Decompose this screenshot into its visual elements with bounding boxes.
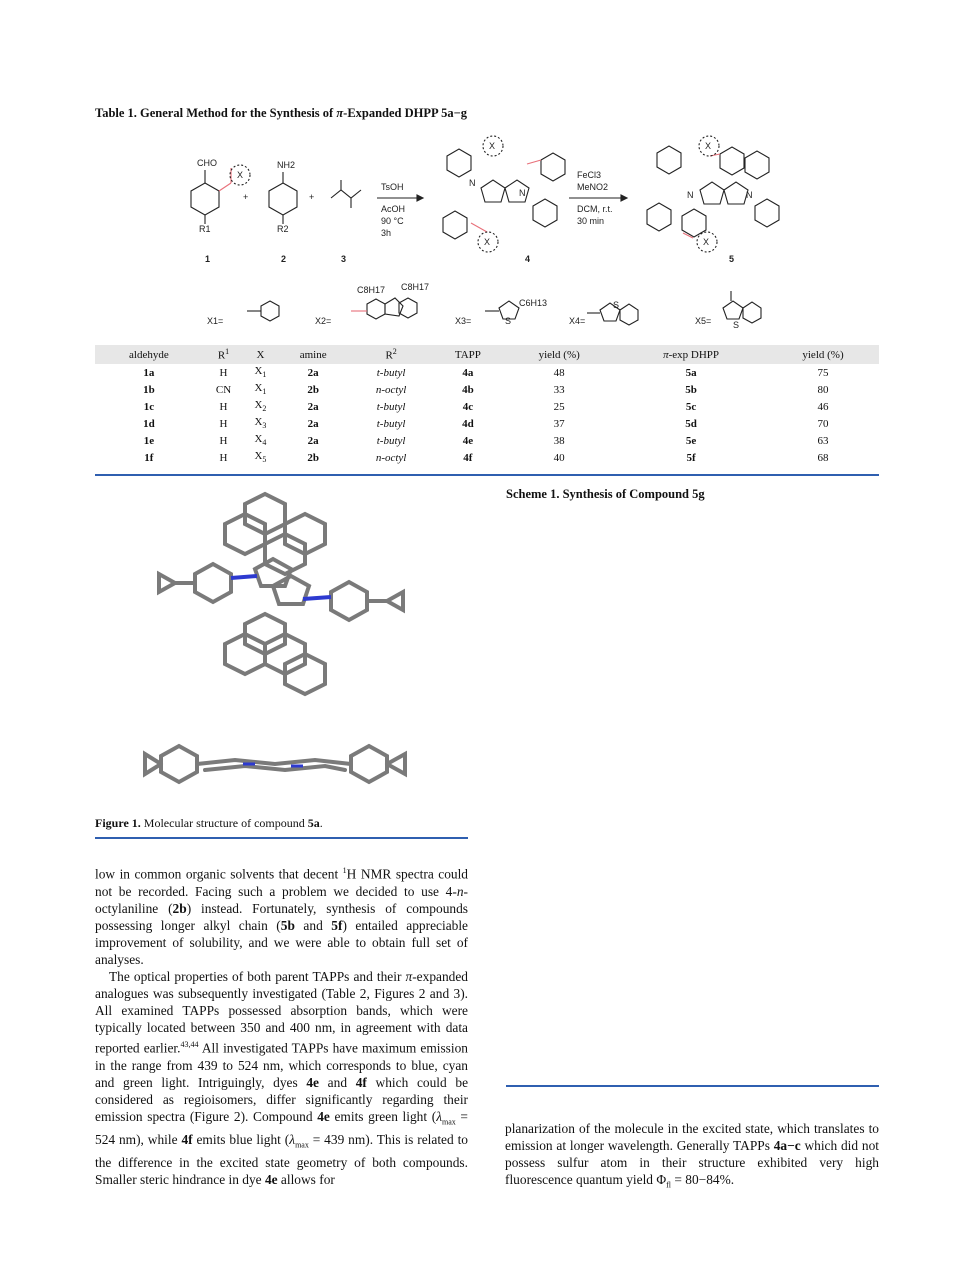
cell-amine: 2a bbox=[307, 434, 319, 447]
svg-text:R1: R1 bbox=[199, 224, 211, 234]
svg-text:S: S bbox=[733, 320, 740, 330]
cell-x: $X_1$ bbox=[254, 365, 267, 380]
col-r2: $R^2$ bbox=[350, 345, 433, 364]
cell-aldehyde: 1b bbox=[143, 383, 155, 396]
cell-dhpp: 5a bbox=[685, 366, 697, 379]
svg-text:X4=: X4= bbox=[569, 316, 586, 326]
table-row bbox=[95, 381, 879, 398]
svg-text:N: N bbox=[746, 190, 753, 200]
svg-text:X: X bbox=[489, 141, 496, 151]
svg-text:X: X bbox=[484, 237, 491, 247]
svg-text:MeNO2: MeNO2 bbox=[577, 182, 609, 192]
scheme-bottom-rule bbox=[506, 1085, 879, 1087]
cell-yield-tapp: 25 bbox=[553, 400, 565, 413]
cell-yield-tapp: 48 bbox=[553, 366, 565, 379]
col-dhpp: π-exp DHPP bbox=[615, 345, 767, 364]
col-amine: amine bbox=[277, 345, 350, 364]
svg-text:S: S bbox=[613, 300, 620, 310]
svg-text:S: S bbox=[505, 316, 512, 326]
cell-x: $X_1$ bbox=[254, 382, 267, 397]
svg-text:3h: 3h bbox=[381, 228, 392, 238]
col-tapp: TAPP bbox=[433, 345, 504, 364]
svg-text:C6H13: C6H13 bbox=[519, 298, 548, 308]
svg-text:X1=: X1= bbox=[207, 316, 224, 326]
table-row bbox=[95, 415, 879, 432]
svg-text:NH2: NH2 bbox=[277, 160, 296, 170]
svg-text:X2=: X2= bbox=[315, 316, 332, 326]
cell-yield-tapp: 38 bbox=[553, 434, 565, 447]
cell-yield-tapp: 40 bbox=[553, 451, 565, 464]
cell-yield-dhpp: 63 bbox=[817, 434, 829, 447]
table-row bbox=[95, 398, 879, 415]
table-title: Table 1. General Method for the Synthesis of π-Expanded DHPP 5a−g bbox=[95, 106, 467, 120]
body-text-right bbox=[505, 1120, 879, 1194]
cell-r2: t-butyl bbox=[376, 417, 406, 430]
svg-text:N: N bbox=[519, 188, 526, 198]
svg-text:C8H17: C8H17 bbox=[357, 285, 386, 295]
cell-r1: H bbox=[219, 434, 228, 447]
table-row bbox=[95, 449, 879, 466]
cell-x: $X_2$ bbox=[254, 399, 267, 414]
svg-text:1: 1 bbox=[205, 254, 211, 264]
svg-text:X5=: X5= bbox=[695, 316, 712, 326]
col-yield-tapp: yield (%) bbox=[503, 345, 615, 364]
svg-text:AcOH: AcOH bbox=[381, 204, 406, 214]
svg-text:TsOH: TsOH bbox=[381, 182, 404, 192]
svg-text:CHO: CHO bbox=[197, 158, 217, 168]
synthesis-table bbox=[95, 345, 879, 466]
cell-r1: H bbox=[219, 366, 228, 379]
cell-r2: n-octyl bbox=[375, 383, 407, 396]
cell-x: $X_4$ bbox=[254, 433, 267, 448]
cell-aldehyde: 1f bbox=[144, 451, 154, 464]
cell-yield-tapp: 37 bbox=[553, 417, 565, 430]
cell-amine: 2a bbox=[307, 366, 319, 379]
svg-text:DCM, r.t.: DCM, r.t. bbox=[577, 204, 613, 214]
cell-yield-tapp: 33 bbox=[553, 383, 565, 396]
table-row bbox=[95, 364, 879, 381]
cell-r2: t-butyl bbox=[376, 434, 406, 447]
svg-text:2: 2 bbox=[281, 254, 287, 264]
paragraph: planarization of the molecule in the excited state, which translates to emission at longer wavelength. Generally TAPPs 4a−c which did not possess sulfur atom in their structure exhibited very high fluorescence quantum yield $\Phi_{fl} = 80-84\%$. bbox=[505, 1121, 879, 1190]
cell-r2: t-butyl bbox=[376, 366, 406, 379]
cell-x: $X_3$ bbox=[254, 416, 267, 431]
molecular-structure-figure bbox=[95, 484, 468, 809]
cell-yield-dhpp: 68 bbox=[817, 451, 829, 464]
svg-text:90 °C: 90 °C bbox=[381, 216, 404, 226]
cell-dhpp: 5d bbox=[685, 417, 697, 430]
cell-r1: H bbox=[219, 400, 228, 413]
scheme-title: Scheme 1. Synthesis of Compound 5g bbox=[506, 487, 705, 501]
svg-text:X: X bbox=[703, 237, 710, 247]
svg-text:C8H17: C8H17 bbox=[401, 282, 430, 292]
table-header-row bbox=[95, 345, 879, 364]
col-yield-dhpp: yield (%) bbox=[767, 345, 879, 364]
cell-amine: 2a bbox=[307, 400, 319, 413]
cell-amine: 2a bbox=[307, 417, 319, 430]
svg-text:4: 4 bbox=[525, 254, 531, 264]
body-text-left bbox=[95, 862, 468, 1188]
cell-amine: 2b bbox=[307, 451, 319, 464]
cell-r1: H bbox=[219, 451, 228, 464]
svg-text:+: + bbox=[309, 192, 315, 202]
cell-dhpp: 5e bbox=[685, 434, 697, 447]
svg-text:N: N bbox=[469, 178, 476, 188]
cell-yield-dhpp: 46 bbox=[817, 400, 829, 413]
cell-tapp: 4f bbox=[463, 451, 473, 464]
cell-aldehyde: 1d bbox=[143, 417, 155, 430]
cell-yield-dhpp: 70 bbox=[817, 417, 829, 430]
cell-tapp: 4d bbox=[462, 417, 474, 430]
svg-text:X: X bbox=[705, 141, 712, 151]
svg-text:X3=: X3= bbox=[455, 316, 472, 326]
col-x: X bbox=[244, 345, 276, 364]
cell-dhpp: 5c bbox=[685, 400, 697, 413]
synthesis-scheme bbox=[95, 128, 879, 343]
svg-text:FeCl3: FeCl3 bbox=[577, 170, 602, 180]
figure-caption: Figure 1. Molecular structure of compound 5a. bbox=[95, 816, 323, 830]
svg-text:X: X bbox=[237, 170, 244, 180]
cell-tapp: 4b bbox=[462, 383, 474, 396]
paragraph: The optical properties of both parent TAPPs and their π-expanded analogues was subsequently investigated (Table 2, Figures 2 and 3). All examined TAPPs possessed absorption bands, which were typically located between 350 and 400 nm, in agreement with data reported earlier.$^{43,44}$ All investigated TAPPs have maximum emission in the range from 439 to 524 nm, which corresponds to blue, cyan and green light. Intriguingly, dyes 4e and 4f which could be considered as regioisomers, differ significantly regarding their emission spectra (Figure 2). Compound 4e emits green light ($\lambda_{max} = 524$ nm), while 4f emits blue light ($\lambda_{max} = 439$ nm). This is related to the difference in the excited state geometry of both compounds. Smaller steric hindrance in dye 4e allows for bbox=[95, 969, 469, 1187]
cell-r1: CN bbox=[215, 383, 232, 396]
cell-yield-dhpp: 75 bbox=[817, 366, 829, 379]
svg-text:N: N bbox=[687, 190, 694, 200]
svg-text:30 min: 30 min bbox=[577, 216, 605, 226]
cell-aldehyde: 1a bbox=[143, 366, 155, 379]
cell-aldehyde: 1e bbox=[143, 434, 155, 447]
cell-tapp: 4c bbox=[462, 400, 474, 413]
table-bottom-rule bbox=[95, 474, 879, 476]
svg-text:R2: R2 bbox=[277, 224, 289, 234]
cell-tapp: 4e bbox=[462, 434, 474, 447]
paragraph: low in common organic solvents that decent $^1$H NMR spectra could not be recorded. Facing such a problem we decided to use 4-n-octylaniline (2b) instead. Fortunately, synthesis of compounds possessing longer alkyl chain (5b and 5f) entailed appreciable improvement of solubility, and we were able to obtain full set of analyses. bbox=[95, 866, 469, 967]
svg-text:3: 3 bbox=[341, 254, 347, 264]
cell-amine: 2b bbox=[307, 383, 319, 396]
cell-dhpp: 5f bbox=[686, 451, 696, 464]
cell-tapp: 4a bbox=[462, 366, 474, 379]
cell-dhpp: 5b bbox=[685, 383, 697, 396]
col-aldehyde: aldehyde bbox=[95, 345, 203, 364]
cell-r2: t-butyl bbox=[376, 400, 406, 413]
cell-aldehyde: 1c bbox=[143, 400, 155, 413]
cell-yield-dhpp: 80 bbox=[817, 383, 829, 396]
svg-text:+: + bbox=[243, 192, 249, 202]
cell-r1: H bbox=[219, 417, 228, 430]
col-r1: $R^1$ bbox=[203, 345, 244, 364]
cell-x: $X_5$ bbox=[254, 450, 267, 465]
cell-r2: n-octyl bbox=[375, 451, 407, 464]
figure-bottom-rule bbox=[95, 837, 468, 839]
svg-text:5: 5 bbox=[729, 254, 735, 264]
table-row bbox=[95, 432, 879, 449]
